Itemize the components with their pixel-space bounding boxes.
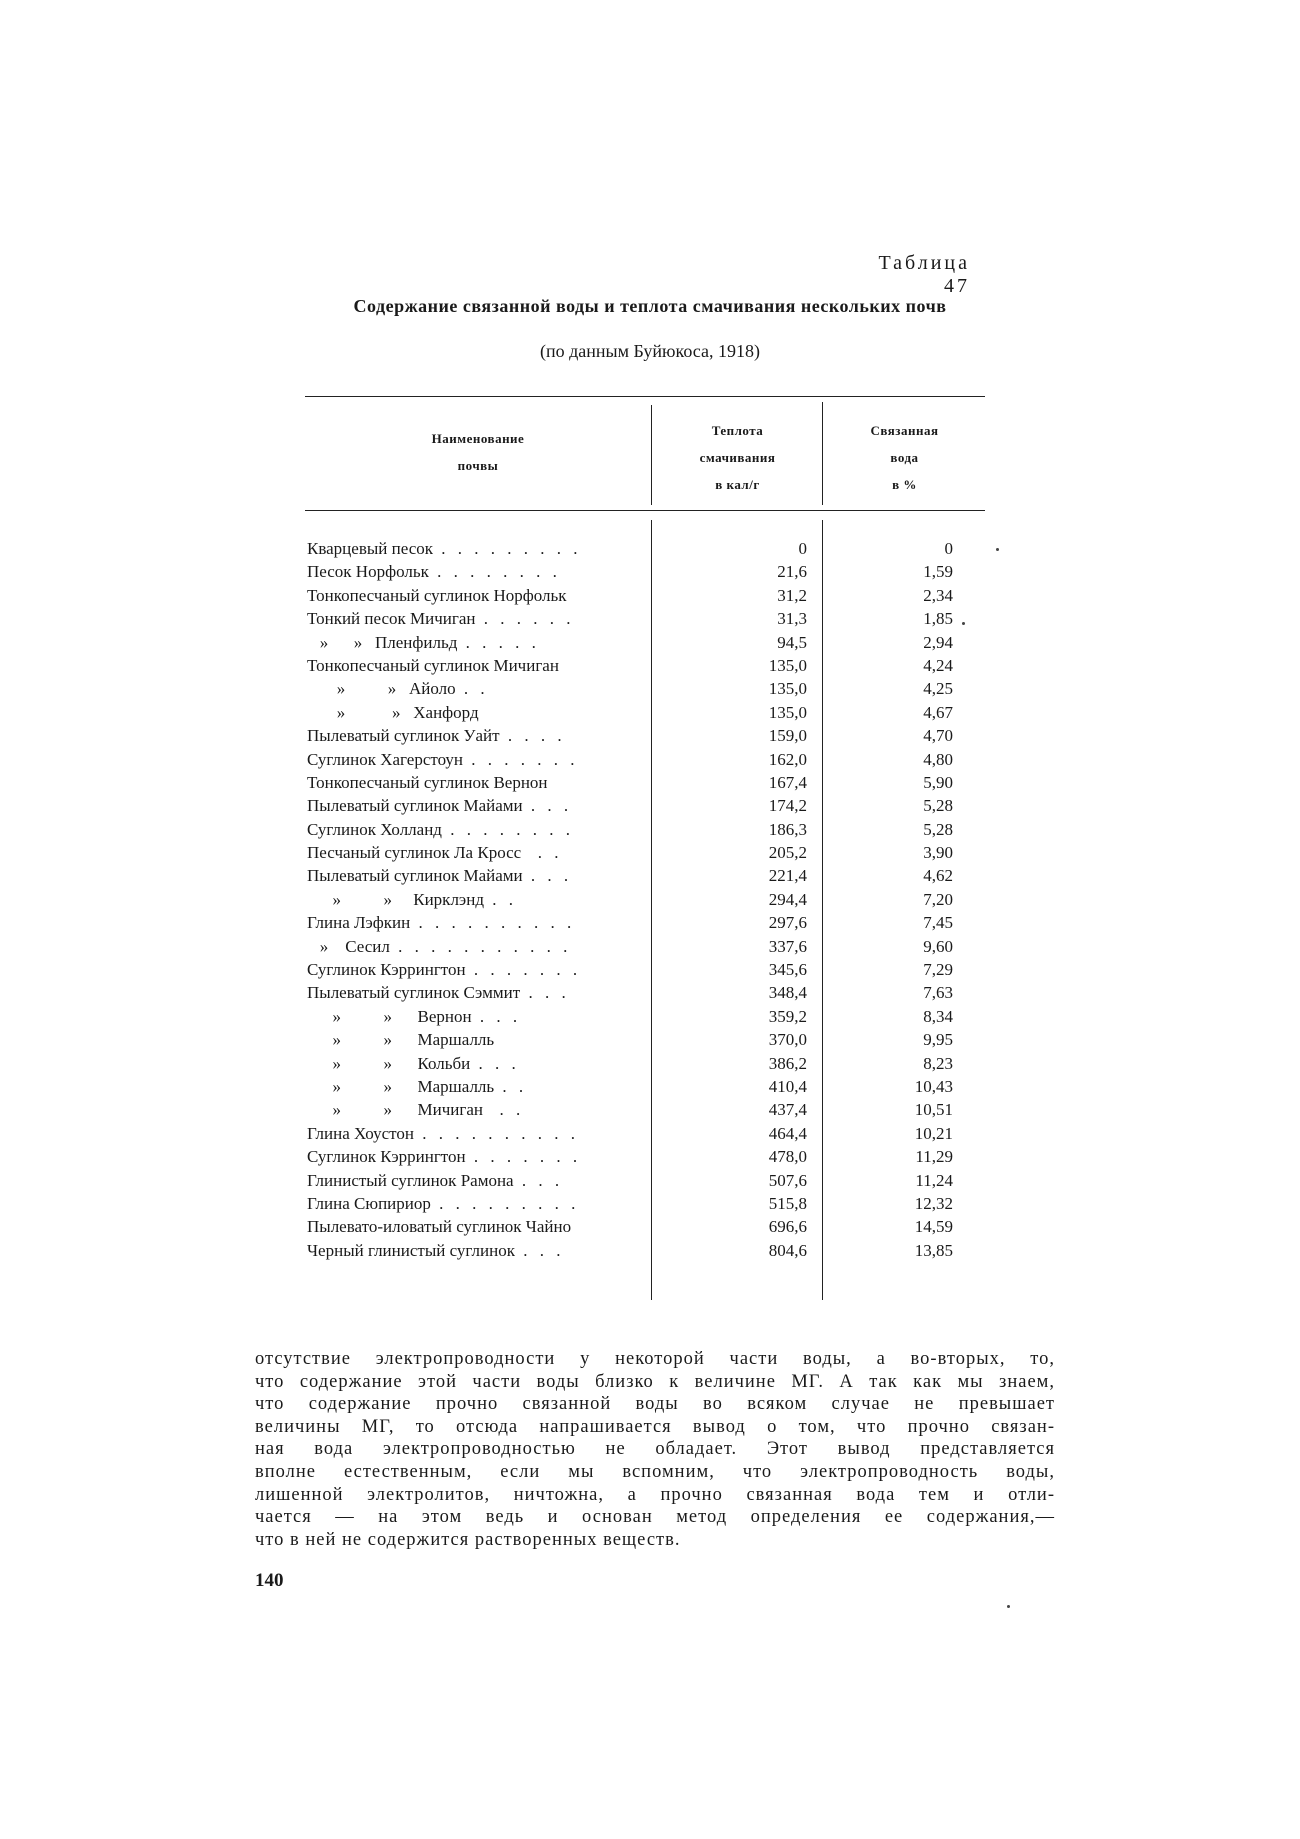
leader-dots: . . . — [522, 866, 573, 886]
soil-name: Пылевато-иловатый суглинок Чайно — [307, 1217, 572, 1237]
leader-dots: . . . . . . . — [463, 749, 579, 769]
leader-dots: . . . . — [499, 726, 566, 746]
heat-of-wetting-value: 410,4 — [768, 1076, 807, 1096]
soil-name-cell — [307, 888, 645, 911]
soil-name: Тонкопесчаный суглинок Норфольк — [307, 585, 567, 605]
header-soil-name — [305, 425, 651, 479]
table-row — [307, 911, 987, 934]
leader-dots: . . — [494, 1076, 528, 1096]
bound-water-value: 1,85 — [923, 609, 953, 629]
header-heat-line-2: смачивания — [699, 450, 776, 465]
body-line: чается — на этом ведь и основан метод определения ее содержания,— — [255, 1507, 1055, 1528]
table-top-rule — [305, 396, 985, 397]
bound-water-value: 4,25 — [923, 679, 953, 699]
heat-of-wetting-value: 31,3 — [777, 609, 807, 629]
leader-dots: . . . — [514, 1240, 565, 1260]
soil-name: » » Кирклэнд — [307, 889, 484, 909]
bound-water-value: 3,90 — [923, 843, 953, 863]
leader-dots: . . — [455, 679, 489, 699]
bound-water-value: 7,63 — [923, 983, 953, 1003]
soil-name-cell — [307, 1169, 645, 1192]
leader-dots: . . — [483, 889, 517, 909]
scan-speck — [996, 548, 999, 551]
soil-name: Черный глинистый суглинок — [307, 1240, 515, 1260]
table-row — [307, 701, 987, 724]
heat-of-wetting-value: 205,2 — [768, 843, 807, 863]
table-row — [307, 1215, 987, 1238]
heat-of-wetting-value: 464,4 — [768, 1123, 807, 1143]
table-row — [307, 677, 987, 700]
soil-name: Пылеватый суглинок Майами — [307, 796, 523, 816]
table-row — [307, 1098, 987, 1121]
body-line: что содержание этой части воды близко к величине МГ. А так как мы знаем, — [255, 1371, 1055, 1392]
header-bottom-rule — [305, 510, 985, 511]
header-water-line-1: Связанная — [870, 423, 939, 438]
heat-of-wetting-value: 159,0 — [768, 726, 807, 746]
heat-of-wetting-value: 345,6 — [768, 960, 807, 980]
body-line: вполне естественным, если мы вспомним, что электропроводность воды, — [255, 1461, 1055, 1482]
bound-water-value: 7,20 — [923, 889, 953, 909]
scan-speck — [1007, 1605, 1010, 1608]
leader-dots: . . . . . . . . . — [430, 1193, 580, 1213]
heat-of-wetting-value: 135,0 — [768, 655, 807, 675]
leader-dots: . . . — [470, 1053, 520, 1073]
heat-of-wetting-value: 31,2 — [777, 585, 807, 605]
soil-name-cell — [307, 1239, 645, 1262]
soil-name-cell — [307, 1192, 645, 1215]
soil-name: Суглинок Хагерстоун — [307, 749, 464, 769]
heat-of-wetting-value: 94,5 — [777, 632, 807, 652]
leader-dots: . . . . . . . — [465, 960, 582, 980]
soil-name-cell — [307, 1215, 645, 1238]
header-heat — [653, 417, 822, 498]
leader-dots: . . . . . . . — [465, 1147, 582, 1167]
soil-name-cell — [307, 748, 645, 771]
table-row — [307, 958, 987, 981]
soil-name-cell — [307, 794, 645, 817]
table-row — [307, 1052, 987, 1075]
table-row — [307, 537, 987, 560]
soil-name-cell — [307, 1098, 645, 1121]
table-row — [307, 888, 987, 911]
header-water-line-3: в % — [892, 477, 917, 492]
bound-water-value: 4,24 — [923, 655, 953, 675]
table-row — [307, 607, 987, 630]
leader-dots: . . . — [471, 1006, 522, 1026]
soil-name-cell — [307, 584, 645, 607]
table-row — [307, 1005, 987, 1028]
bound-water-value: 4,70 — [923, 726, 953, 746]
page-number: 140 — [255, 1570, 284, 1591]
heat-of-wetting-value: 0 — [798, 539, 807, 558]
bound-water-value: 13,85 — [914, 1240, 953, 1260]
heat-of-wetting-value: 437,4 — [768, 1100, 807, 1120]
soil-name: » Сесил — [307, 936, 390, 956]
table-title: Содержание связанной воды и теплота смачивания нескольких почв — [353, 296, 947, 316]
soil-name-cell — [307, 1122, 645, 1145]
body-paragraph — [255, 1348, 1055, 1551]
table-row — [307, 1145, 987, 1168]
soil-name: Суглинок Холланд — [307, 819, 442, 839]
heat-of-wetting-value: 135,0 — [768, 702, 807, 722]
body-line: величины МГ, то отсюда напрашивается вывод о том, что прочно связан- — [255, 1416, 1055, 1437]
table-row — [307, 935, 987, 958]
soil-name-cell — [307, 1005, 645, 1028]
heat-of-wetting-value: 370,0 — [768, 1030, 807, 1050]
soil-name: Тонкопесчаный суглинок Вернон — [307, 772, 548, 792]
soil-name-cell — [307, 701, 645, 724]
leader-dots: . . . — [520, 983, 570, 1003]
column-divider-1 — [651, 405, 652, 505]
heat-of-wetting-value: 297,6 — [768, 913, 807, 933]
bound-water-value: 1,59 — [923, 562, 953, 582]
heat-of-wetting-value: 135,0 — [768, 679, 807, 699]
scan-speck — [962, 622, 965, 625]
soil-name-cell — [307, 981, 645, 1004]
body-line: лишенной электролитов, ничтожна, а прочно связанная вода тем и отли- — [255, 1484, 1055, 1505]
table-subtitle: (по данным Буйюкоса, 1918) — [540, 341, 760, 361]
soil-name: Суглинок Кэррингтон — [307, 960, 466, 980]
heat-of-wetting-value: 386,2 — [768, 1053, 807, 1073]
soil-name: Пылеватый суглинок Уайт — [307, 726, 500, 746]
soil-name: Глина Лэфкин — [307, 913, 411, 933]
header-bound-water — [824, 417, 985, 498]
table-row — [307, 841, 987, 864]
leader-dots: . . . — [513, 1170, 564, 1190]
table-row — [307, 584, 987, 607]
soil-name-cell — [307, 1052, 645, 1075]
soil-name: Тонкопесчаный суглинок Мичиган — [307, 655, 559, 675]
table-row — [307, 748, 987, 771]
soil-name-cell — [307, 911, 645, 934]
soil-name: Глина Хоустон — [307, 1123, 414, 1143]
bound-water-value: 4,62 — [923, 866, 953, 886]
bound-water-value: 4,80 — [923, 749, 953, 769]
heat-of-wetting-value: 167,4 — [768, 772, 807, 792]
table-row — [307, 771, 987, 794]
leader-dots: . . . . . . . . — [441, 819, 574, 839]
table-number: Таблица 47 — [878, 252, 970, 297]
bound-water-value: 10,21 — [914, 1123, 953, 1143]
soil-name-cell — [307, 958, 645, 981]
soil-name: Глинистый суглинок Рамона — [307, 1170, 514, 1190]
soil-name-cell — [307, 724, 645, 747]
column-divider-2 — [822, 402, 823, 505]
heat-of-wetting-value: 507,6 — [768, 1170, 807, 1190]
leader-dots: . . . — [522, 796, 573, 816]
soil-name: » » Мичиган — [307, 1100, 483, 1120]
leader-dots: . . — [482, 1100, 525, 1120]
table-row — [307, 1169, 987, 1192]
soil-name-cell — [307, 654, 645, 677]
bound-water-value: 5,28 — [923, 796, 953, 816]
bound-water-value: 0 — [944, 539, 953, 558]
soil-name: » » Кольби — [307, 1053, 471, 1073]
table-row — [307, 1028, 987, 1051]
bound-water-value: 11,24 — [915, 1170, 953, 1190]
header-name-line-2: почвы — [457, 458, 499, 473]
table-row — [307, 1122, 987, 1145]
soil-name: » » Пленфильд — [307, 632, 458, 652]
soil-name: Пылеватый суглинок Сэммит — [307, 983, 521, 1003]
soil-name-cell — [307, 841, 645, 864]
bound-water-value: 2,94 — [923, 632, 953, 652]
bound-water-value: 7,29 — [923, 960, 953, 980]
heat-of-wetting-value: 174,2 — [768, 796, 807, 816]
header-water-line-2: вода — [890, 450, 919, 465]
soil-name-cell — [307, 677, 645, 700]
heat-of-wetting-value: 478,0 — [768, 1147, 807, 1167]
soil-name: » » Ханфорд — [307, 702, 479, 722]
soil-name-cell — [307, 537, 645, 560]
table-row — [307, 1192, 987, 1215]
soil-name-cell — [307, 771, 645, 794]
bound-water-value: 14,59 — [914, 1217, 953, 1237]
table-row — [307, 1239, 987, 1262]
soil-name: Кварцевый песок — [307, 539, 433, 558]
header-heat-line-3: в кал/г — [715, 477, 760, 492]
bound-water-value: 9,60 — [923, 936, 953, 956]
heat-of-wetting-value: 162,0 — [768, 749, 807, 769]
leader-dots: . . — [521, 843, 563, 863]
leader-dots: . . . . . . . . . — [433, 539, 582, 558]
body-line: что в ней не содержится растворенных веществ. — [255, 1529, 681, 1550]
soil-name: Пылеватый суглинок Майами — [307, 866, 523, 886]
soil-name: » » Маршалль — [307, 1076, 495, 1096]
body-line: ная вода электропроводностью не обладает. Этот вывод представляется — [255, 1439, 1055, 1460]
soil-name: Глина Сюпириор — [307, 1193, 431, 1213]
heat-of-wetting-value: 348,4 — [768, 983, 807, 1003]
table-body — [307, 537, 987, 1262]
bound-water-value: 4,67 — [923, 702, 953, 722]
soil-name: Песчаный суглинок Ла Кросс — [307, 843, 522, 863]
leader-dots: . . . . . . . . . . — [410, 913, 576, 933]
bound-water-value: 8,23 — [923, 1053, 953, 1073]
soil-name: Суглинок Кэррингтон — [307, 1147, 466, 1167]
heat-of-wetting-value: 337,6 — [768, 936, 807, 956]
heat-of-wetting-value: 186,3 — [768, 819, 807, 839]
heat-of-wetting-value: 696,6 — [768, 1217, 807, 1237]
leader-dots: . . . . . . . . . . — [413, 1123, 579, 1143]
bound-water-value: 8,34 — [923, 1006, 953, 1026]
bound-water-value: 5,28 — [923, 819, 953, 839]
table-row — [307, 818, 987, 841]
soil-name-cell — [307, 935, 645, 958]
soil-name-cell — [307, 1075, 645, 1098]
soil-name: » » Айоло — [307, 679, 456, 699]
table-row — [307, 724, 987, 747]
soil-name-cell — [307, 1145, 645, 1168]
leader-dots: . . . . . — [457, 632, 540, 652]
bound-water-value: 5,90 — [923, 772, 953, 792]
soil-name: » » Маршалль — [307, 1030, 495, 1050]
body-line: отсутствие электропроводности у некоторой части воды, а во-вторых, то, — [255, 1349, 1055, 1369]
soil-name: » » Вернон — [307, 1006, 472, 1026]
table-row — [307, 794, 987, 817]
soil-name-cell — [307, 560, 645, 583]
soil-name-cell — [307, 864, 645, 887]
bound-water-value: 9,95 — [923, 1030, 953, 1050]
table-row — [307, 654, 987, 677]
heat-of-wetting-value: 359,2 — [768, 1006, 807, 1026]
soil-name: Песок Норфольк — [307, 562, 429, 582]
table-row — [307, 864, 987, 887]
bound-water-value: 11,29 — [915, 1147, 953, 1167]
heat-of-wetting-value: 515,8 — [768, 1193, 807, 1213]
table-row — [307, 560, 987, 583]
header-name-line-1: Наименование — [431, 431, 525, 446]
soil-name: Тонкий песок Мичиган — [307, 609, 476, 629]
bound-water-value: 10,51 — [914, 1100, 953, 1120]
heat-of-wetting-value: 21,6 — [777, 562, 807, 582]
table-row — [307, 1075, 987, 1098]
leader-dots: . . . . . . . . — [428, 562, 561, 582]
leader-dots: . . . . . . — [475, 609, 575, 629]
bound-water-value: 10,43 — [914, 1076, 953, 1096]
header-heat-line-1: Теплота — [711, 423, 764, 438]
bound-water-value: 2,34 — [923, 585, 953, 605]
bound-water-value: 12,32 — [914, 1193, 953, 1213]
body-line: что содержание прочно связанной воды во всяком случае не превышает — [255, 1394, 1055, 1415]
soil-name-cell — [307, 818, 645, 841]
soil-name-cell — [307, 607, 645, 630]
leader-dots: . . . . . . . . . . . — [389, 936, 572, 956]
soil-name-cell — [307, 631, 645, 654]
heat-of-wetting-value: 804,6 — [768, 1240, 807, 1260]
heat-of-wetting-value: 294,4 — [768, 889, 807, 909]
table-row — [307, 631, 987, 654]
table-row — [307, 981, 987, 1004]
soil-name-cell — [307, 1028, 645, 1051]
bound-water-value: 7,45 — [923, 913, 953, 933]
heat-of-wetting-value: 221,4 — [768, 866, 807, 886]
